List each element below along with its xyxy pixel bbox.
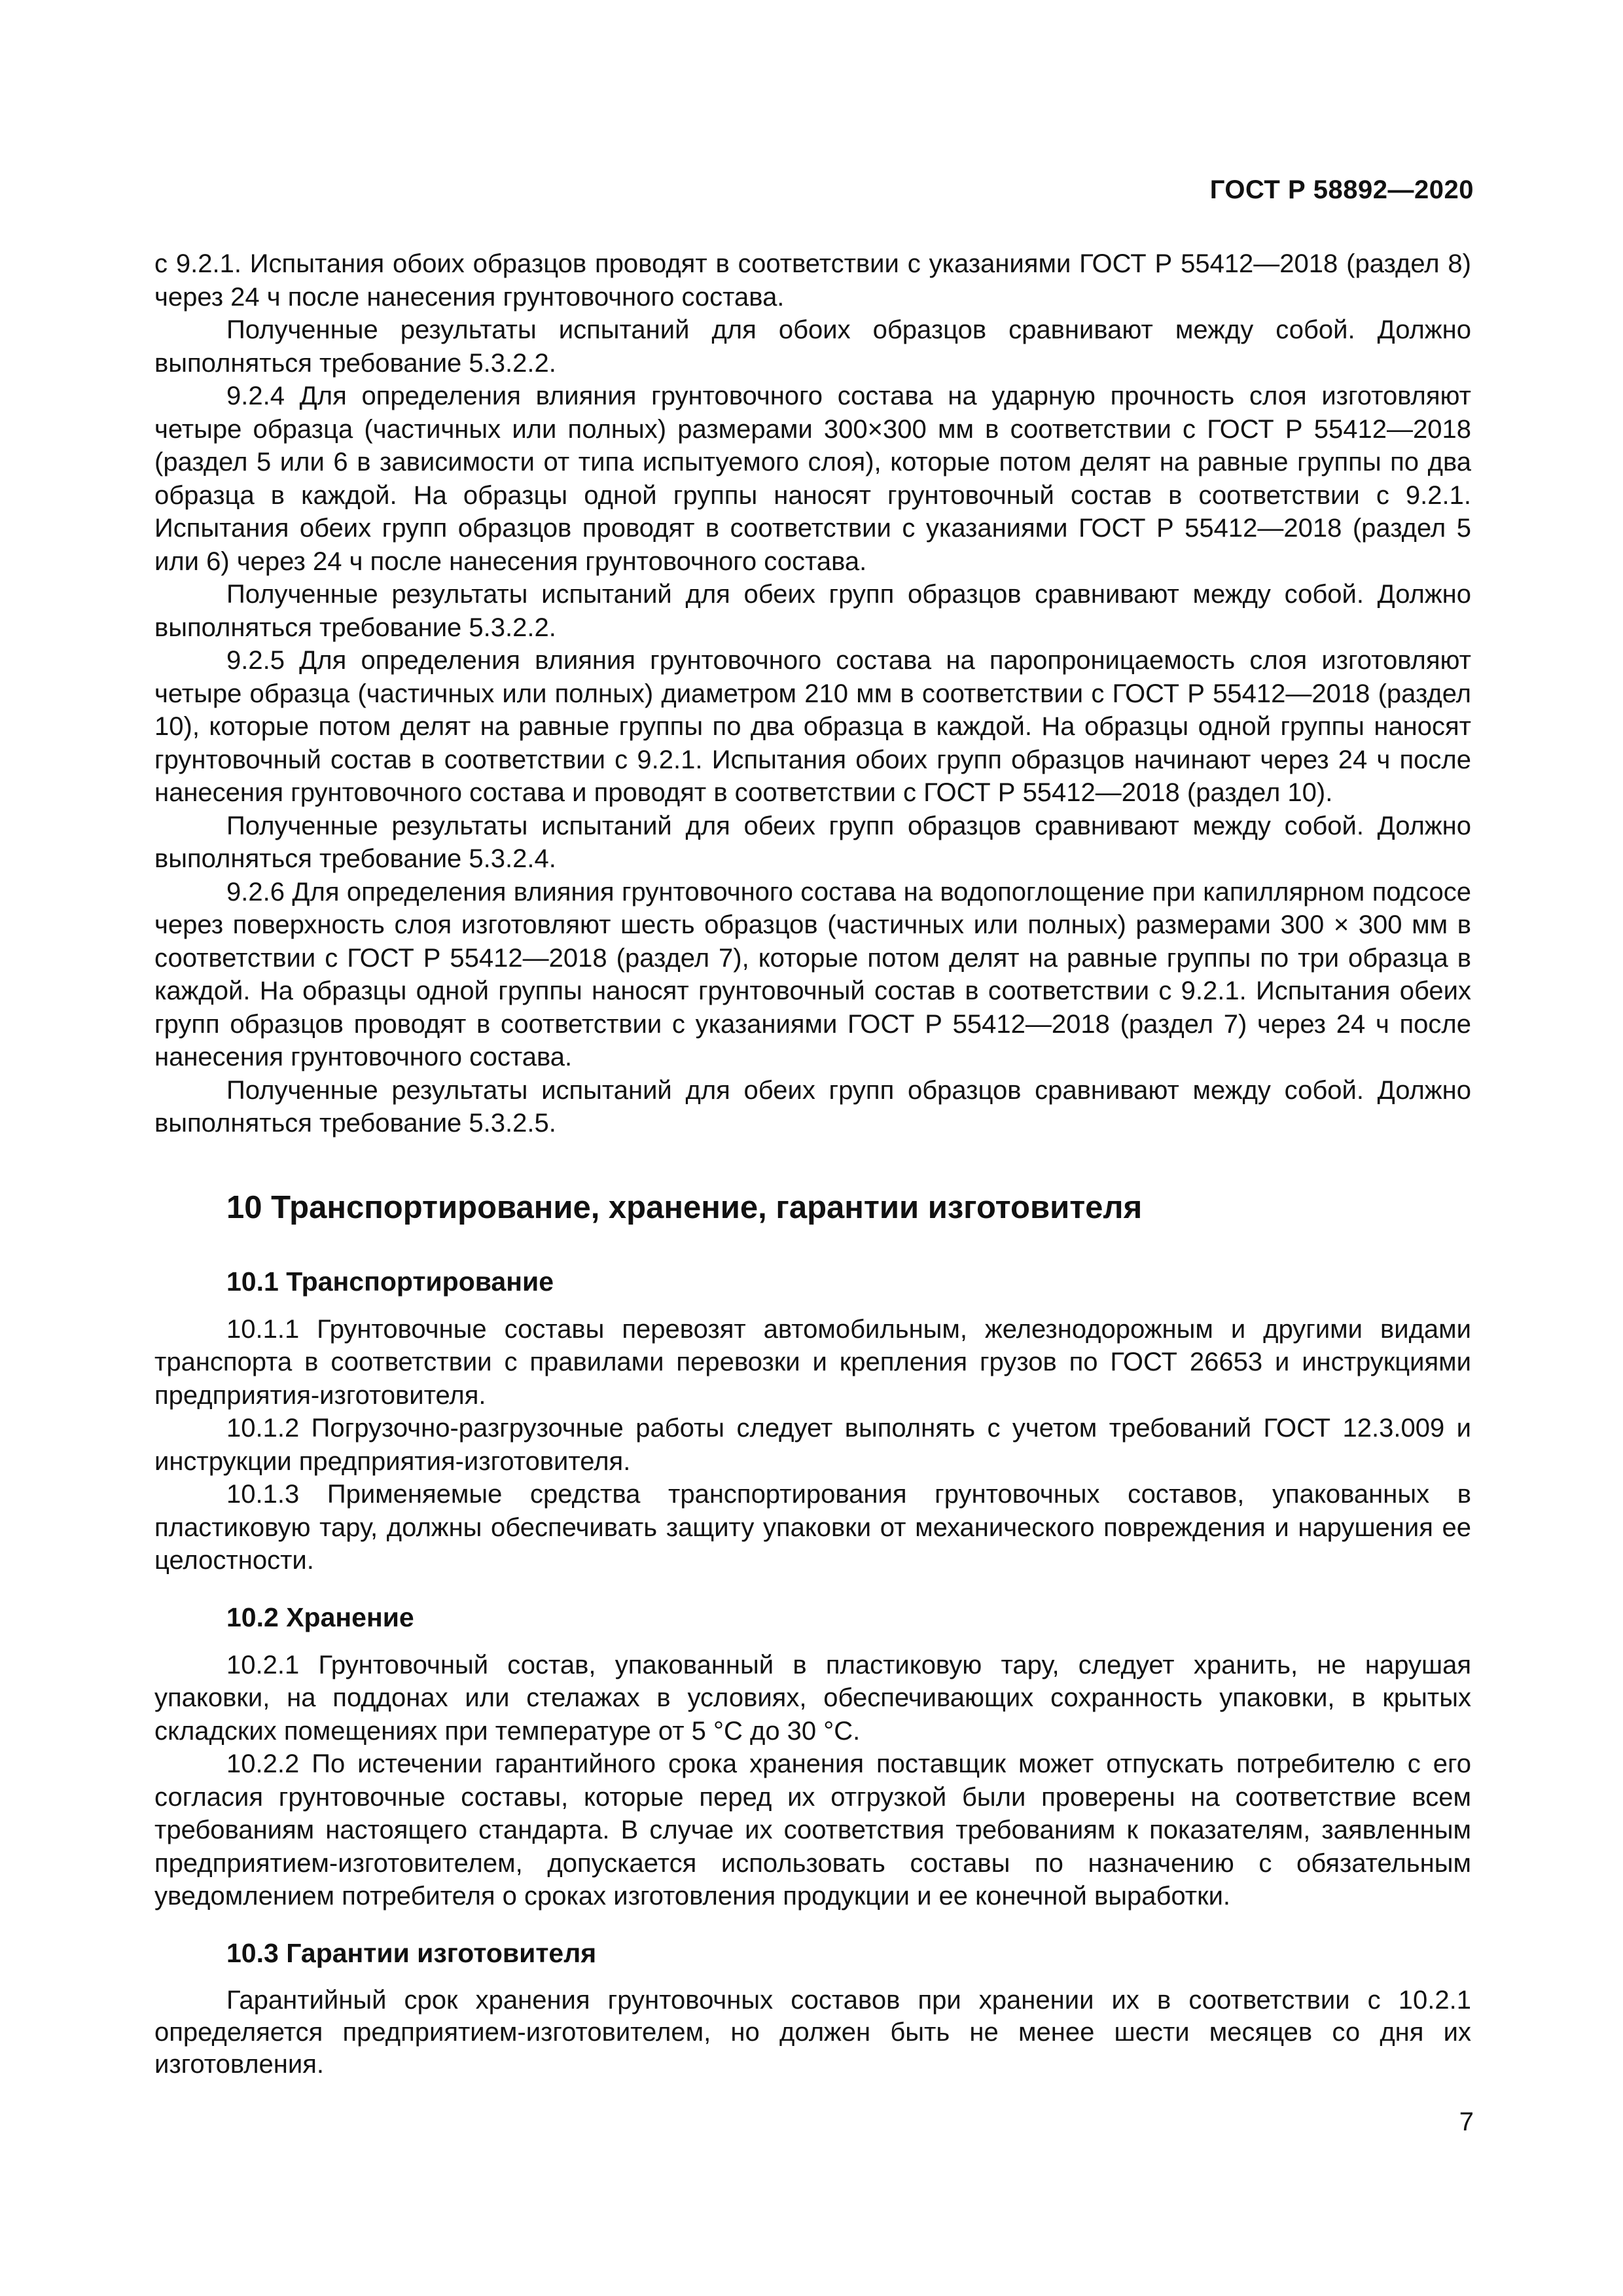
paragraph-10-1-1: 10.1.1 Грунтовочные составы перевозят автомобильным, железнодорожным и другими видами транспорта в соответствии с правилами перевозки и крепления грузов по ГОСТ 26653 и инструкциями предприятия-изготовителя.: [154, 1314, 1471, 1410]
section-10-heading: 10 Транспортирование, хранение, гарантии изготовителя: [226, 1189, 1143, 1225]
paragraph: Полученные результаты испытаний для обеих групп образцов сравнивают между собой. Должно выполняться требование 5.3.2.5.: [154, 1075, 1471, 1138]
paragraph-continuation: с 9.2.1. Испытания обоих образцов проводят в соответствии с указаниями ГОСТ Р 55412—2018 (раздел 8) через 24 ч после нанесения грунтовочного состава.: [154, 249, 1471, 312]
page-body: [154, 247, 1471, 2081]
paragraph-10-1-3: 10.1.3 Применяемые средства транспортирования грунтовочных составов, упакованных в пластиковую тару, должны обеспечивать защиту упаковки от механического повреждения и нарушения ее целостности.: [154, 1480, 1471, 1575]
paragraph-10-1-2: 10.1.2 Погрузочно-разгрузочные работы следует выполнять с учетом требований ГОСТ 12.3.009 и инструкции предприятия-изготовителя.: [154, 1414, 1471, 1476]
paragraph: Полученные результаты испытаний для обоих образцов сравнивают между собой. Должно выполняться требование 5.3.2.2.: [154, 315, 1471, 378]
paragraph-9-2-5: 9.2.5 Для определения влияния грунтовочного состава на паропроницаемость слоя изготовляют четыре образца (частичных или полных) диаметром 210 мм в соответствии с ГОСТ Р 55412—2018 (раздел 10), которые потом делят на равные группы по два образца в каждой. На образцы одной группы наносят грунтовочный состав в соответствии с 9.2.1. Испытания обоих групп образцов начинают через 24 ч после нанесения грунтовочного состава и проводят в соответствии с ГОСТ Р 55412—2018 (раздел 10).: [154, 646, 1471, 807]
page-number: 7: [1459, 2108, 1474, 2136]
subsection-10-3-heading: 10.3 Гарантии изготовителя: [226, 1937, 597, 1968]
paragraph-10-2-1: 10.2.1 Грунтовочный состав, упакованный в пластиковую тару, следует хранить, не нарушая упаковки, на поддонах или стелажах в условиях, обеспечивающих сохранность упаковки, в крытых складских помещениях при температуре от 5 °С до 30 °С.: [154, 1650, 1471, 1746]
paragraph-9-2-6: 9.2.6 Для определения влияния грунтовочного состава на водопоглощение при капиллярном подсосе через поверхность слоя изготовляют шесть образцов (частичных или полных) размерами 300 × 300 мм в соответствии с ГОСТ Р 55412—2018 (раздел 7), которые потом делят на равные группы по три образца в каждой. На образцы одной группы наносят грунтовочный состав в соответствии с 9.2.1. Испытания обеих групп образцов проводят в соответствии с указаниями ГОСТ Р 55412—2018 (раздел 7) через 24 ч после нанесения грунтовочного состава.: [154, 877, 1471, 1071]
paragraph-9-2-4: 9.2.4 Для определения влияния грунтовочного состава на ударную прочность слоя изготовляют четыре образца (частичных или полных) размерами 300×300 мм в соответствии с ГОСТ Р 55412—2018 (раздел 5 или 6 в зависимости от типа испытуемого слоя), которые потом делят на равные группы по два образца в каждой. На образцы одной группы наносят грунтовочный состав в соответствии с 9.2.1. Испытания обеих групп образцов проводят в соответствии с указаниями ГОСТ Р 55412—2018 (раздел 5 или 6) через 24 ч после нанесения грунтовочного состава.: [154, 382, 1471, 576]
paragraph: Полученные результаты испытаний для обеих групп образцов сравнивают между собой. Должно выполняться требование 5.3.2.4.: [154, 811, 1471, 873]
paragraph-10-3: Гарантийный срок хранения грунтовочных составов при хранении их в соответствии с 10.2.1 определяется предприятием-изготовителем, но должен быть не менее шести месяцев со дня их изготовления.: [154, 1985, 1471, 2079]
standard-header: ГОСТ Р 58892—2020: [1209, 175, 1474, 204]
subsection-10-1-heading: 10.1 Транспортирование: [226, 1266, 554, 1297]
paragraph: Полученные результаты испытаний для обеих групп образцов сравнивают между собой. Должно выполняться требование 5.3.2.2.: [154, 580, 1471, 642]
subsection-10-2-heading: 10.2 Хранение: [226, 1602, 414, 1632]
paragraph-10-2-2: 10.2.2 По истечении гарантийного срока хранения поставщик может отпускать потребителю с его согласия грунтовочные составы, которые перед их отгрузкой были проверены на соответствие всем требованиям настоящего стандарта. В случае их соответствия требованиям к показателям, заявленным предприятием-изготовителем, допускается использовать составы по назначению с обязательным уведомлением потребителя о сроках изготовления продукции и ее конечной выработки.: [154, 1749, 1471, 1910]
